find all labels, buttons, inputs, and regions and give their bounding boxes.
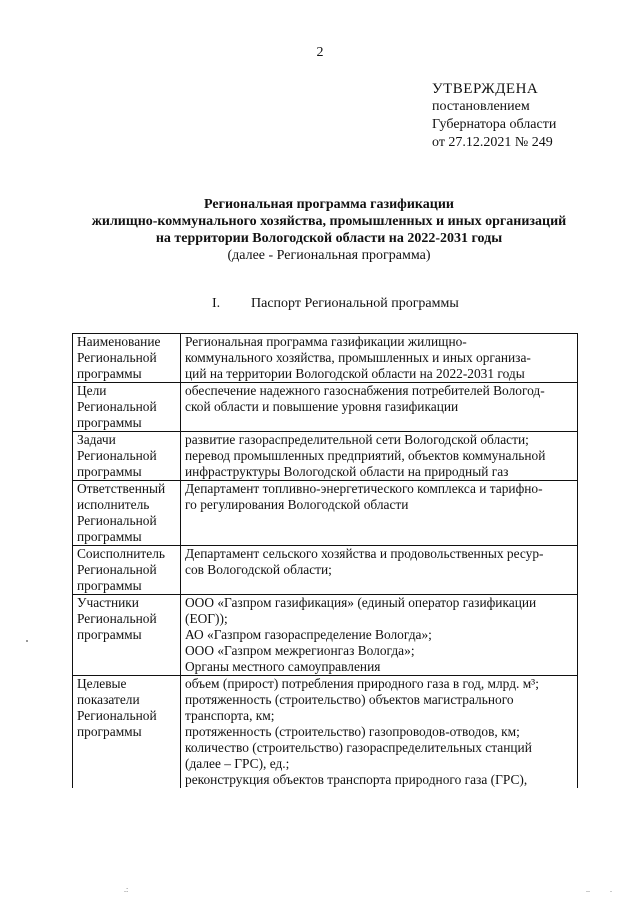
passport-content-line: ской области и повышение уровня газификации	[185, 399, 459, 414]
passport-content-line: Департамент топливно-энергетического комплекса и тарифно-	[185, 481, 543, 496]
passport-content-line: ООО «Газпром межрегионгаз Вологда»;	[185, 643, 415, 658]
passport-row	[73, 481, 578, 546]
passport-label-line: Региональной	[77, 399, 157, 414]
passport-label-line: Региональной	[77, 562, 157, 577]
passport-content-line: обеспечение надежного газоснабжения потребителей Вологод-	[185, 383, 545, 398]
passport-content-line: протяженность (строительство) газопроводов-отводов, км;	[185, 724, 520, 739]
passport-content-line: Органы местного самоуправления	[185, 659, 381, 674]
passport-label-cell	[73, 334, 181, 383]
passport-content-line: АО «Газпром газораспределение Вологда»;	[185, 627, 432, 642]
passport-label-line: программы	[77, 724, 142, 739]
passport-row	[73, 383, 578, 432]
passport-row	[73, 432, 578, 481]
approval-line-1: постановлением	[432, 99, 530, 114]
passport-label-cell	[73, 481, 181, 546]
passport-label-line: Соисполнитель	[77, 546, 166, 561]
passport-label-line: Региональной	[77, 350, 157, 365]
passport-content-cell	[181, 546, 578, 595]
scan-mark: ..	[586, 885, 590, 894]
passport-content-line: реконструкция объектов транспорта природного газа (ГРС),	[185, 772, 528, 787]
passport-content-line: коммунального хозяйства, промышленных и иных организа-	[185, 350, 531, 365]
passport-content-line: го регулирования Вологодской области	[185, 497, 409, 512]
passport-content-line: протяженность (строительство) объектов магистрального	[185, 692, 514, 707]
scan-mark: .:	[124, 885, 129, 894]
passport-content-line: Департамент сельского хозяйства и продовольственных ресур-	[185, 546, 544, 561]
passport-content-cell	[181, 481, 578, 546]
passport-content-cell	[181, 383, 578, 432]
section-title: Паспорт Региональной программы	[251, 296, 459, 311]
passport-label-line: программы	[77, 464, 142, 479]
passport-label-line: программы	[77, 366, 142, 381]
passport-label-line: показатели	[77, 692, 140, 707]
page-number: 2	[316, 45, 324, 60]
approval-stamp	[432, 80, 556, 152]
passport-label-line: Региональной	[77, 708, 157, 723]
passport-content-line: ций на территории Вологодской области на 2022-2031 годы	[185, 366, 525, 381]
approval-heading: УТВЕРЖДЕНА	[432, 81, 539, 97]
passport-content-line: (ЕОГ));	[185, 611, 228, 626]
passport-content-cell	[181, 676, 578, 789]
title-line-1: Региональная программа газификации	[204, 197, 454, 212]
passport-row	[73, 546, 578, 595]
passport-label-line: Задачи	[77, 432, 116, 447]
passport-content-line: ООО «Газпром газификация» (единый оператор газификации	[185, 595, 537, 610]
passport-table	[72, 333, 578, 788]
passport-label-cell	[73, 383, 181, 432]
passport-content-line: (далее – ГРС), ед.;	[185, 756, 290, 771]
passport-content-line: транспорта, км;	[185, 708, 275, 723]
passport-label-line: программы	[77, 415, 142, 430]
approval-line-2: Губернатора области	[432, 117, 557, 132]
passport-label-line: Участники	[77, 595, 139, 610]
passport-label-cell	[73, 432, 181, 481]
passport-label-line: программы	[77, 529, 142, 544]
passport-label-line: программы	[77, 627, 142, 642]
document-title	[60, 196, 598, 264]
passport-label-line: Региональной	[77, 611, 157, 626]
section-number: I.	[212, 296, 221, 311]
passport-content-cell	[181, 432, 578, 481]
passport-row	[73, 595, 578, 676]
passport-content-line: инфраструктуры Вологодской области на природный газ	[185, 464, 509, 479]
passport-label-cell	[73, 546, 181, 595]
passport-label-line: Цели	[77, 383, 107, 398]
title-subtitle: (далее - Региональная программа)	[227, 248, 431, 263]
passport-label-line: Целевые	[77, 676, 127, 691]
scan-mark	[26, 640, 28, 642]
passport-label-line: Наименование	[77, 334, 161, 349]
passport-label-cell	[73, 595, 181, 676]
passport-content-cell	[181, 595, 578, 676]
passport-content-cell	[181, 334, 578, 383]
passport-row	[73, 676, 578, 789]
passport-content-line: сов Вологодской области;	[185, 562, 332, 577]
passport-label-line: программы	[77, 578, 142, 593]
passport-label-line: Региональной	[77, 513, 157, 528]
scan-mark: .	[610, 885, 612, 894]
passport-content-line: Региональная программа газификации жилищно-	[185, 334, 467, 349]
passport-label-cell	[73, 676, 181, 789]
passport-content-line: объем (прирост) потребления природного газа в год, млрд. м³;	[185, 676, 539, 691]
passport-content-line: развитие газораспределительной сети Вологодской области;	[185, 432, 529, 447]
passport-label-line: Ответственный	[77, 481, 166, 496]
passport-content-line: количество (строительство) газораспределительных станций	[185, 740, 532, 755]
title-line-2: жилищно-коммунального хозяйства, промышленных и иных организаций	[91, 214, 567, 229]
approval-line-3: от 27.12.2021 № 249	[432, 135, 553, 150]
passport-label-line: исполнитель	[77, 497, 150, 512]
scan-artifacts	[0, 885, 640, 895]
passport-label-line: Региональной	[77, 448, 157, 463]
passport-content-line: перевод промышленных предприятий, объектов коммунальной	[185, 448, 546, 463]
passport-row	[73, 334, 578, 383]
title-line-3: на территории Вологодской области на 2022-2031 годы	[155, 231, 503, 246]
